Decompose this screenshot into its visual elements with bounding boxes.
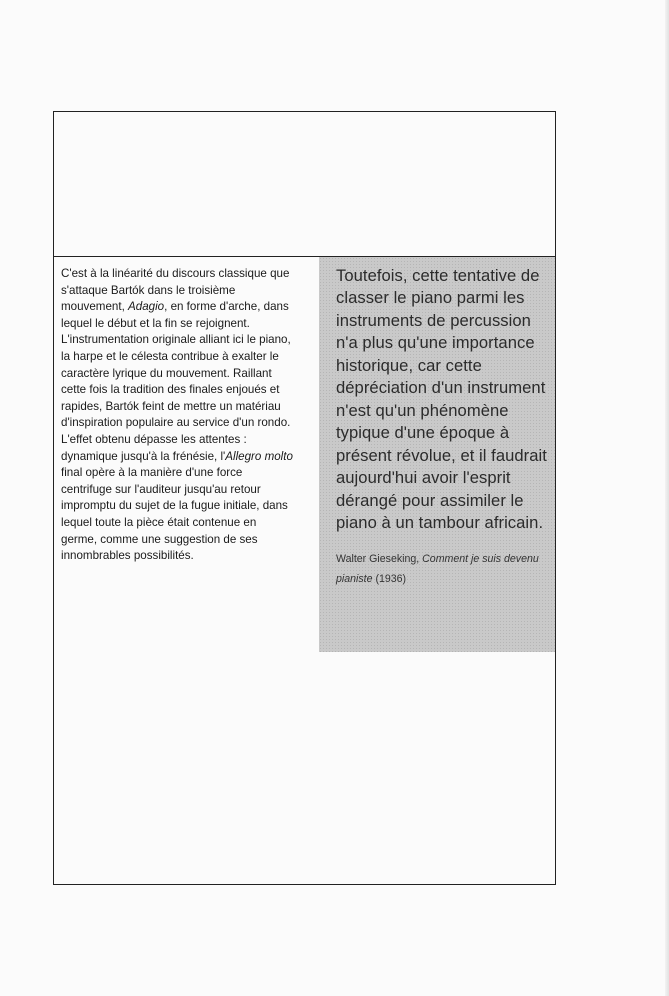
body-text-part-2: , en forme d'arche, dans lequel le début et la fin se rejoignent. L'instrumentation originale alliant ici le piano, la harpe et le célesta contribue à exalter le caractère lyrique du mouvement. Raillant cette fois la tradition des finales enjoués et rapides, Bartók feint de mettre un matériau d'inspiration populaire au service d'un rondo. L'effet obtenu dépasse les attentes : dynamique jusqu'à la frénésie, l' <box>61 300 291 463</box>
page-frame <box>53 111 556 885</box>
quote-work-title: Comment je suis devenu pianiste <box>336 553 539 586</box>
body-text-part-3: final opère à la manière d'une force centrifuge sur l'auditeur jusqu'au retour impromptu du sujet de la fugue initiale, dans lequel toute la pièce était contenue en germe, comme une suggestion de ses innombrables possibilités. <box>61 466 288 563</box>
pull-quote-text: Toutefois, cette tentative de classer le piano parmi les instruments de percussion n'a plus qu'une importance historique, car cette dépréciation d'un instrument n'est qu'un phénomène typique d'une époque à présent révolue, et il faudrait aujourd'hui avoir l'esprit dérangé pour assimiler le piano à un tambour africain. <box>336 266 547 532</box>
quote-attribution <box>336 549 547 589</box>
quote-year: (1936) <box>372 573 407 586</box>
body-text-part-1: C'est à la linéarité du discours classique que s'attaque Bartók dans le troisième mouvement, <box>61 267 290 314</box>
pull-quote-box <box>319 257 555 652</box>
body-paragraph <box>61 266 293 565</box>
quote-author: Walter Gieseking, <box>336 553 423 566</box>
page-edge-shadow <box>665 0 669 996</box>
movement-title-allegro: Allegro molto <box>225 449 293 463</box>
movement-title-adagio: Adagio <box>128 300 165 314</box>
